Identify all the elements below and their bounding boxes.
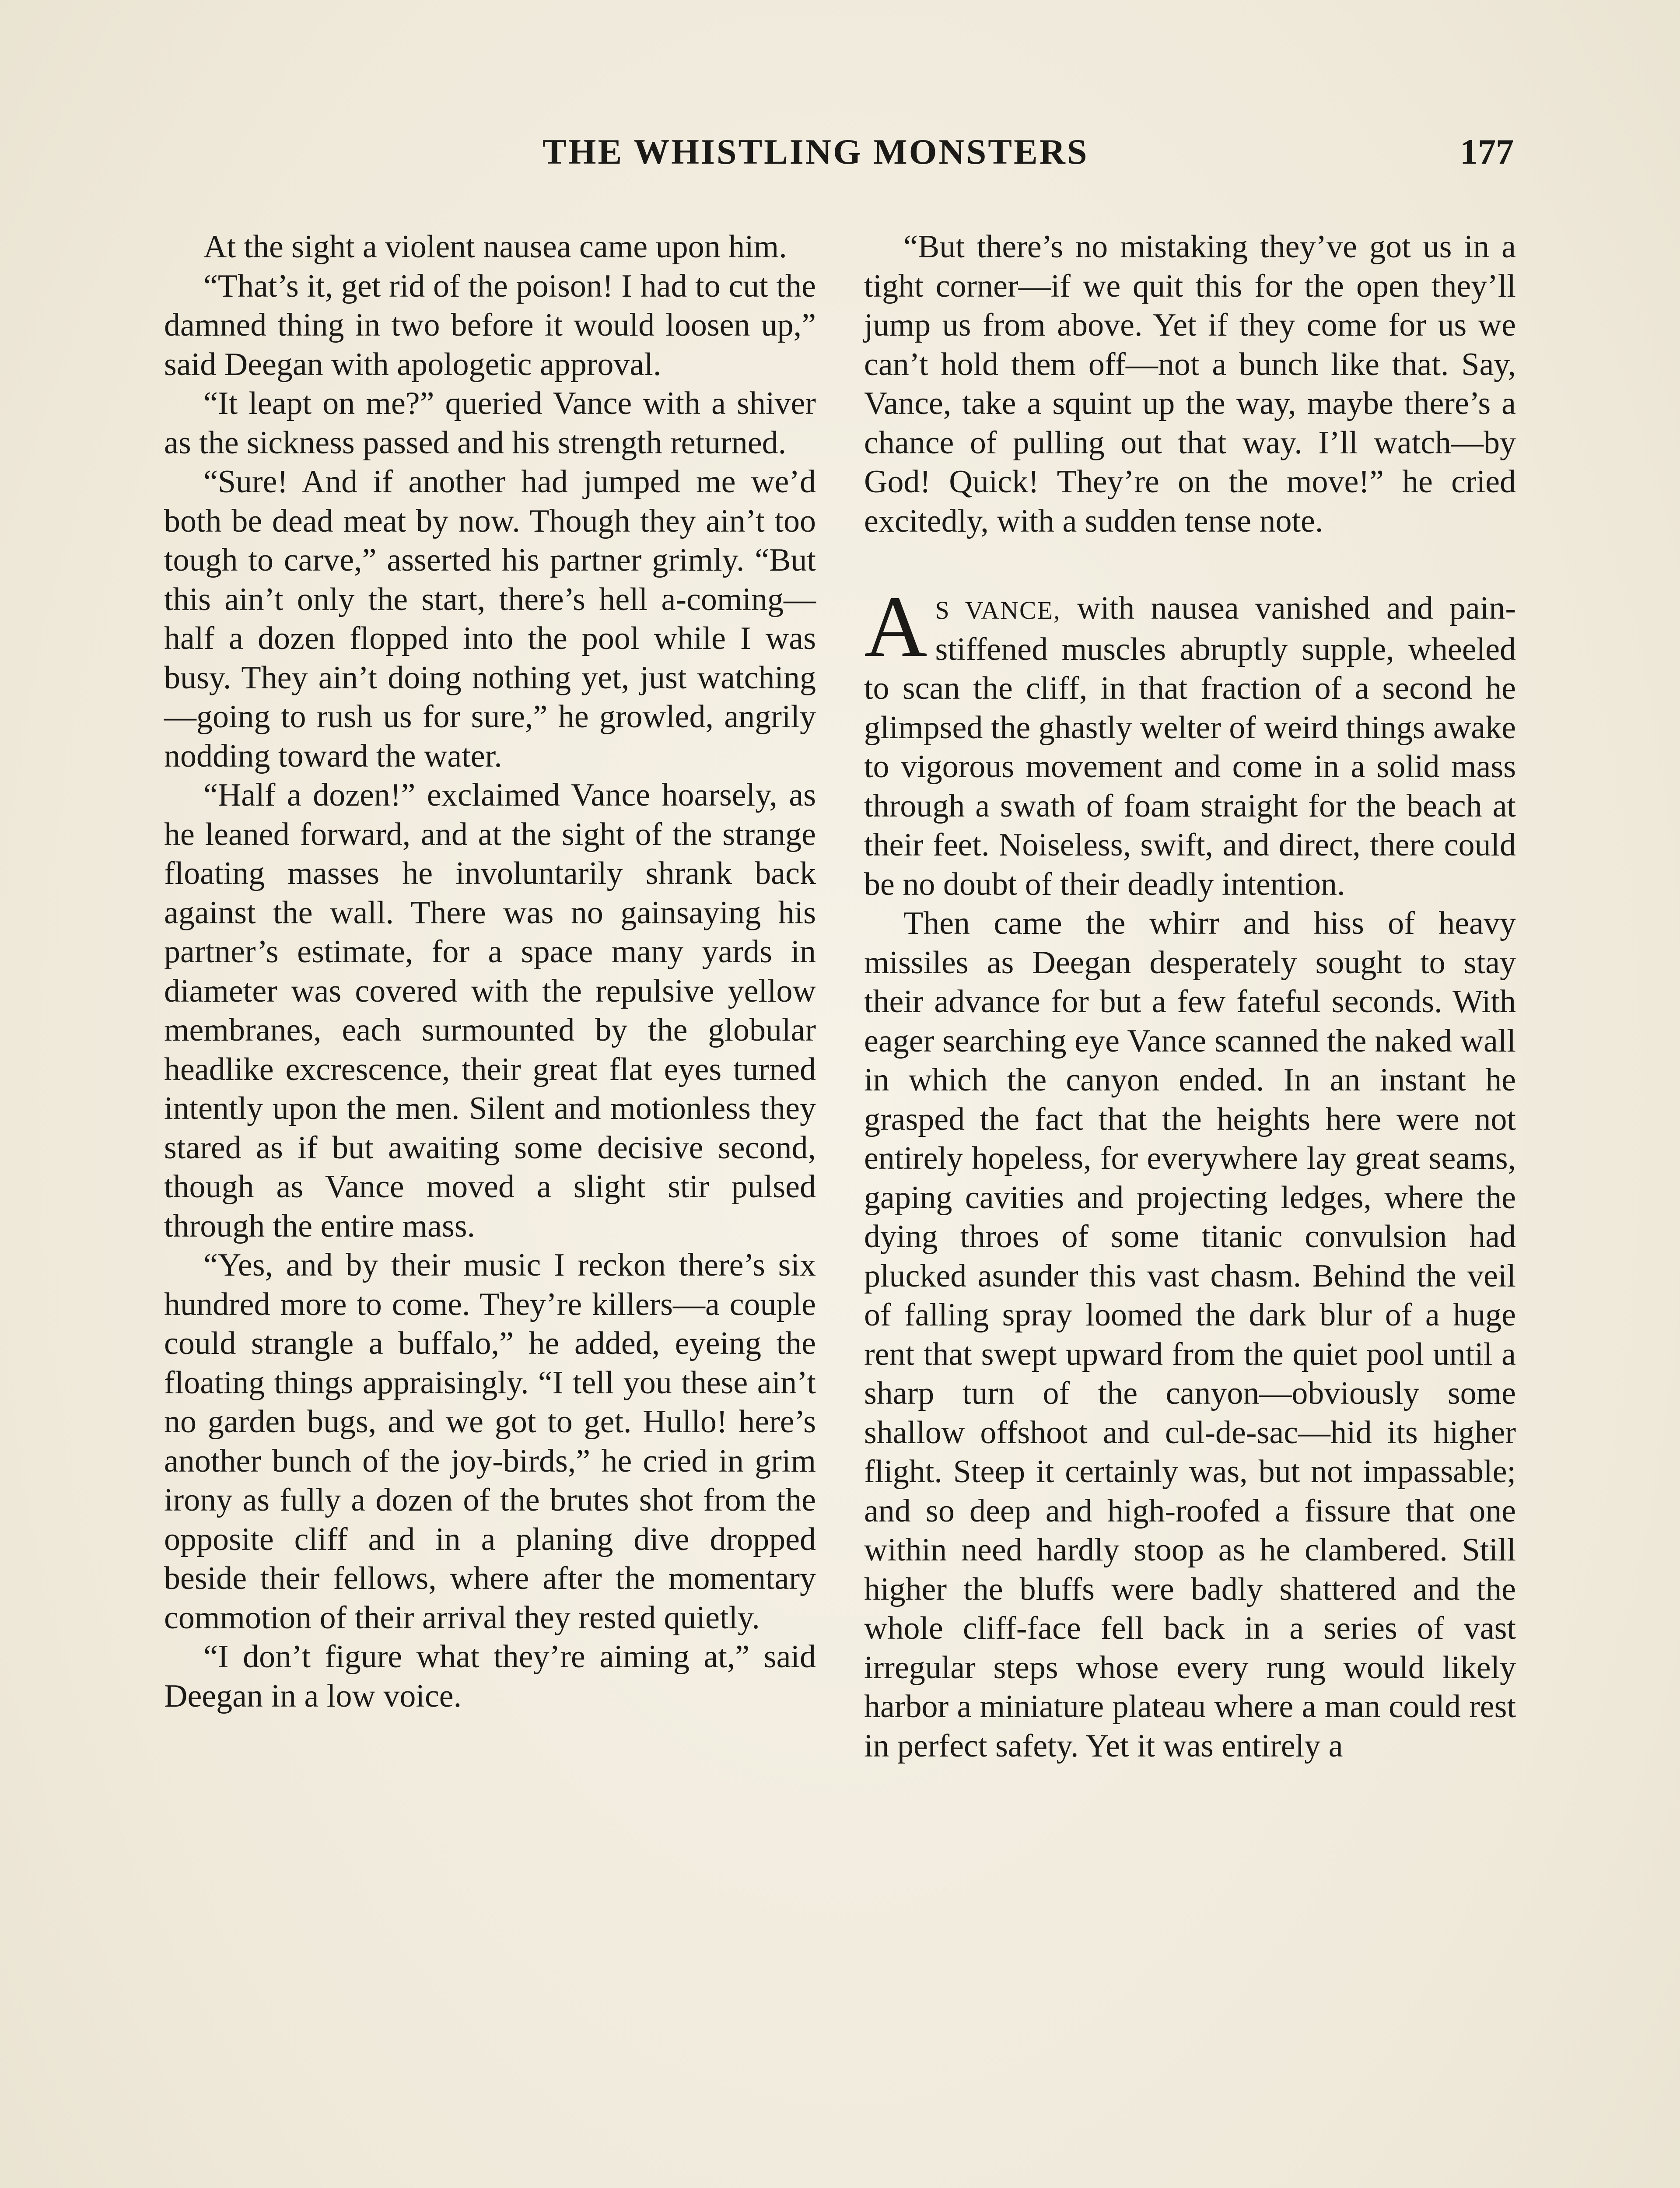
paragraph: “That’s it, get rid of the poison! I had to cut the damned thing in two before it would loosen up,” said Deegan with apologetic approval.: [164, 268, 816, 382]
paragraph: At the sight a violent nausea came upon him.: [203, 229, 787, 265]
left-column: [164, 228, 816, 1716]
page-number: 177: [1460, 132, 1514, 172]
section-opening-paragraph: [864, 579, 1516, 904]
running-title: THE WHISTLING MONSTERS: [542, 132, 1089, 172]
right-column: [864, 228, 1516, 1766]
section-opening-text: with nausea vanished and pain-stiffened muscles abruptly supple, wheeled to scan the cliff, in that fraction of a second he glimpsed the ghastly welter of weird things awake to vigorous movement and come in a solid mass through a swath of foam straight for the beach at their feet. Noiseless, swift, and direct, there could be no doubt of their deadly intention.: [864, 590, 1516, 902]
drop-cap: A: [864, 579, 928, 675]
paragraph: “Sure! And if another had jumped me we’d both be dead meat by now. Though they ain’t too tough to carve,” asserted his partner grimly. “But this ain’t only the start, there’s hell a-coming—half a dozen flopped into the pool while I was busy. They ain’t doing nothing yet, just watching—going to rush us for sure,” he growled, angrily nodding toward the water.: [164, 464, 816, 774]
paragraph: “Half a dozen!” exclaimed Vance hoarsely, as he leaned forward, and at the sight of the strange floating masses he involuntarily shrank back against the wall. There was no gainsaying his partner’s estimate, for a space many yards in diameter was covered with the repulsive yellow membranes, each surmounted by the globular headlike excrescence, their great flat eyes turned intently upon the men. Silent and motionless they stared as if but awaiting some decisive second, though as Vance moved a slight stir pulsed through the entire mass.: [164, 777, 816, 1244]
paragraph: Then came the whirr and hiss of heavy missiles as Deegan desperately sought to stay their advance for but a few fateful seconds. With eager searching eye Vance scanned the naked wall in which the canyon ended. In an instant he grasped the fact that the heights here were not entirely hopeless, for everywhere lay great seams, gaping cavities and projecting ledges, where the dying throes of some titanic convulsion had plucked asunder this vast chasm. Behind the veil of falling spray loomed the dark blur of a huge rent that swept upward from the quiet pool until a sharp turn of the canyon—obviously some shallow offshoot and cul-de-sac—hid its higher flight. Steep it certainly was, but not impassable; and so deep and high-roofed a fissure that one within need hardly stoop as he clambered. Still higher the bluffs were badly shattered and the whole cliff-face fell back in a series of vast irregular steps whose every rung would likely harbor a miniature plateau where a man could rest in perfect safety. Yet it was entirely a: [864, 905, 1516, 1764]
page-header: [166, 131, 1514, 193]
small-caps-lead: S VANCE,: [935, 596, 1061, 624]
section-break: [864, 541, 1516, 589]
paragraph: “Yes, and by their music I reckon there’s six hundred more to come. They’re killers—a couple could strangle a buffalo,” he added, eyeing the floating things appraisingly. “I tell you these ain’t no garden bugs, and we got to get. Hullo! here’s another bunch of the joy-birds,” he cried in grim irony as fully a dozen of the brutes shot from the opposite cliff and in a planing dive dropped beside their fellows, where after the momentary commotion of their arrival they rested quietly.: [164, 1247, 816, 1636]
paragraph: “It leapt on me?” queried Vance with a shiver as the sickness passed and his strength returned.: [164, 386, 816, 461]
paragraph: “I don’t figure what they’re aiming at,” said Deegan in a low voice.: [164, 1639, 816, 1714]
paragraph: “But there’s no mistaking they’ve got us in a tight corner—if we quit this for the open they’ll jump us from above. Yet if they come for us we can’t hold them off—not a bunch like that. Say, Vance, take a squint up the way, maybe there’s a chance of pulling out that way. I’ll watch—by God! Quick! They’re on the move!” he cried excitedly, with a sudden tense note.: [864, 229, 1516, 539]
